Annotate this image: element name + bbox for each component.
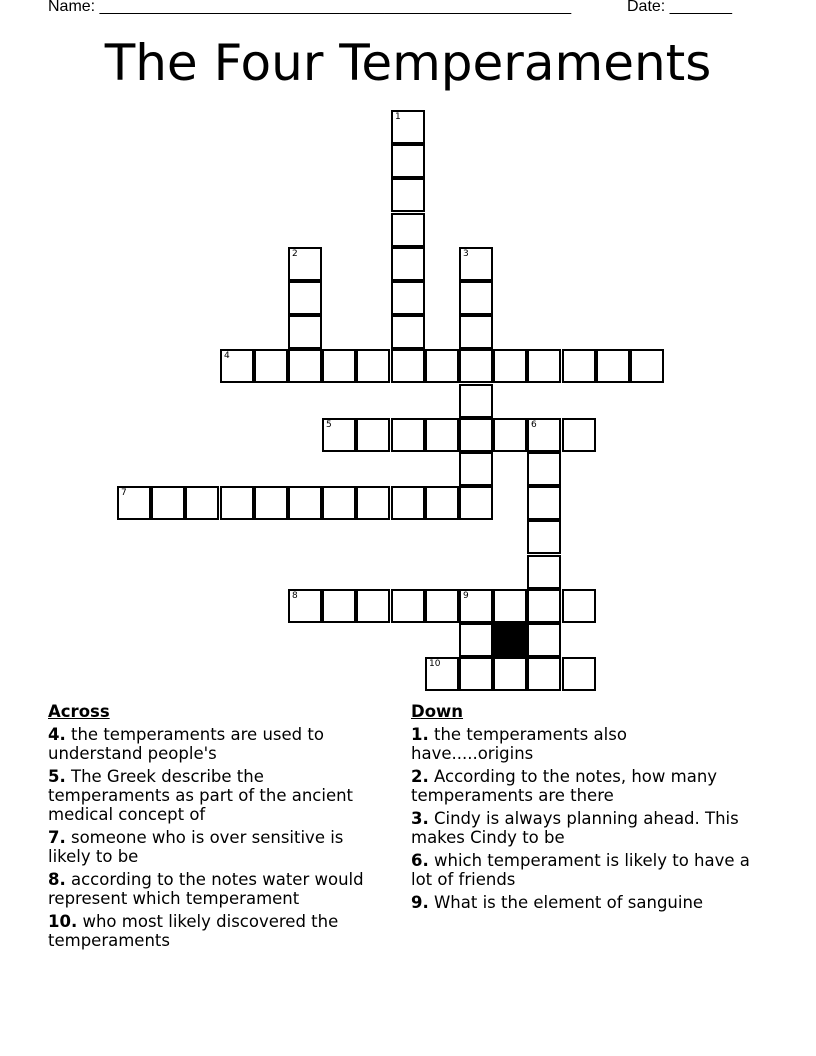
clue-number: 2.: [411, 767, 429, 786]
crossword-cell[interactable]: [527, 555, 561, 589]
crossword-cell[interactable]: [596, 349, 630, 383]
crossword-cell[interactable]: [425, 589, 459, 623]
crossword-cell[interactable]: [562, 657, 596, 691]
across-clue-10: [48, 912, 388, 950]
crossword-cell[interactable]: [391, 589, 425, 623]
crossword-cell[interactable]: [425, 349, 459, 383]
down-clue-1: [411, 725, 751, 763]
crossword-cell[interactable]: [391, 486, 425, 520]
clue-number: 9.: [411, 893, 429, 912]
crossword-cell[interactable]: [459, 657, 493, 691]
across-clue-8: [48, 870, 388, 908]
crossword-cell[interactable]: [527, 520, 561, 554]
name-field-label: Name: _____________________________________________________: [48, 0, 572, 15]
crossword-cell[interactable]: [288, 349, 322, 383]
crossword-cell[interactable]: [527, 349, 561, 383]
crossword-cell[interactable]: [322, 486, 356, 520]
crossword-black-cell: [493, 623, 527, 657]
crossword-cell[interactable]: [356, 486, 390, 520]
crossword-cell[interactable]: [185, 486, 219, 520]
clue-number-label: 2: [292, 249, 298, 259]
clue-number-label: 5: [326, 420, 332, 430]
clue-text: someone who is over sensitive is likely to be: [48, 828, 344, 866]
crossword-cell[interactable]: [459, 281, 493, 315]
clue-number: 6.: [411, 851, 429, 870]
crossword-cell[interactable]: [493, 349, 527, 383]
clue-number-label: 9: [463, 591, 469, 601]
crossword-cell[interactable]: [391, 213, 425, 247]
clue-number: 5.: [48, 767, 66, 786]
clue-number-label: 1: [395, 112, 401, 122]
crossword-cell[interactable]: [117, 486, 151, 520]
crossword-cell[interactable]: [288, 486, 322, 520]
down-clue-9: [411, 893, 751, 912]
crossword-cell[interactable]: [288, 247, 322, 281]
clue-number-label: 3: [463, 249, 469, 259]
clue-number-label: 10: [429, 659, 441, 669]
crossword-cell[interactable]: [322, 589, 356, 623]
clue-number: 1.: [411, 725, 429, 744]
crossword-cell[interactable]: [527, 589, 561, 623]
crossword-cell[interactable]: [493, 418, 527, 452]
down-clue-3: [411, 809, 751, 847]
clue-number-label: 8: [292, 591, 298, 601]
crossword-cell[interactable]: [254, 486, 288, 520]
across-clue-4: [48, 725, 388, 763]
clue-text: Cindy is always planning ahead. This makes Cindy to be: [411, 809, 739, 847]
crossword-cell[interactable]: [220, 486, 254, 520]
date-field-label: Date: _______: [627, 0, 732, 15]
clue-text: which temperament is likely to have a lot of friends: [411, 851, 750, 889]
crossword-cell[interactable]: [220, 349, 254, 383]
crossword-cell[interactable]: [527, 418, 561, 452]
crossword-cell[interactable]: [151, 486, 185, 520]
crossword-cell[interactable]: [493, 657, 527, 691]
clue-number-label: 4: [224, 351, 230, 361]
clue-number: 4.: [48, 725, 66, 744]
clue-text: the temperaments also have.....origins: [411, 725, 627, 763]
crossword-cell[interactable]: [562, 418, 596, 452]
crossword-cell[interactable]: [459, 589, 493, 623]
clue-number-label: 7: [121, 488, 127, 498]
crossword-cell[interactable]: [356, 418, 390, 452]
crossword-cell[interactable]: [425, 418, 459, 452]
clue-number: 10.: [48, 912, 78, 931]
crossword-cell[interactable]: [630, 349, 664, 383]
crossword-cell[interactable]: [322, 349, 356, 383]
crossword-cell[interactable]: [425, 486, 459, 520]
crossword-cell[interactable]: [391, 349, 425, 383]
crossword-cell[interactable]: [459, 623, 493, 657]
clue-number: 3.: [411, 809, 429, 828]
clue-number: 8.: [48, 870, 66, 889]
crossword-cell[interactable]: [459, 384, 493, 418]
crossword-cell[interactable]: [527, 623, 561, 657]
crossword-cell[interactable]: [391, 110, 425, 144]
clue-number-label: 6: [531, 420, 537, 430]
crossword-cell[interactable]: [288, 315, 322, 349]
clue-text: according to the notes water would represent which temperament: [48, 870, 364, 908]
crossword-cell[interactable]: [459, 247, 493, 281]
crossword-cell[interactable]: [527, 657, 561, 691]
down-clues: [411, 702, 751, 916]
crossword-cell[interactable]: [254, 349, 288, 383]
crossword-cell[interactable]: [356, 349, 390, 383]
across-clue-5: [48, 767, 388, 824]
crossword-cell[interactable]: [425, 657, 459, 691]
crossword-cell[interactable]: [459, 349, 493, 383]
clue-number: 7.: [48, 828, 66, 847]
crossword-cell[interactable]: [493, 589, 527, 623]
crossword-cell[interactable]: [288, 281, 322, 315]
crossword-cell[interactable]: [322, 418, 356, 452]
crossword-cell[interactable]: [391, 178, 425, 212]
crossword-cell[interactable]: [391, 144, 425, 178]
clue-text: According to the notes, how many temperaments are there: [411, 767, 718, 805]
crossword-cell[interactable]: [562, 349, 596, 383]
crossword-cell[interactable]: [288, 589, 322, 623]
crossword-cell[interactable]: [391, 315, 425, 349]
crossword-cell[interactable]: [459, 418, 493, 452]
down-clue-6: [411, 851, 751, 889]
across-heading: Across: [48, 702, 110, 721]
crossword-cell[interactable]: [459, 315, 493, 349]
crossword-cell[interactable]: [459, 452, 493, 486]
crossword-cell[interactable]: [527, 452, 561, 486]
clue-text: What is the element of sanguine: [428, 893, 704, 912]
clue-text: the temperaments are used to understand people's: [48, 725, 324, 763]
crossword-cell[interactable]: [459, 486, 493, 520]
crossword-cell[interactable]: [391, 281, 425, 315]
clue-text: who most likely discovered the temperaments: [48, 912, 339, 950]
page-title: The Four Temperaments: [104, 34, 712, 92]
across-clue-7: [48, 828, 388, 866]
crossword-cell[interactable]: [391, 418, 425, 452]
crossword-cell[interactable]: [562, 589, 596, 623]
crossword-cell[interactable]: [356, 589, 390, 623]
crossword-cell[interactable]: [391, 247, 425, 281]
crossword-cell[interactable]: [527, 486, 561, 520]
across-clues: [48, 702, 388, 954]
clue-text: The Greek describe the temperaments as part of the ancient medical concept of: [48, 767, 354, 824]
down-heading: Down: [411, 702, 464, 721]
down-clue-2: [411, 767, 751, 805]
